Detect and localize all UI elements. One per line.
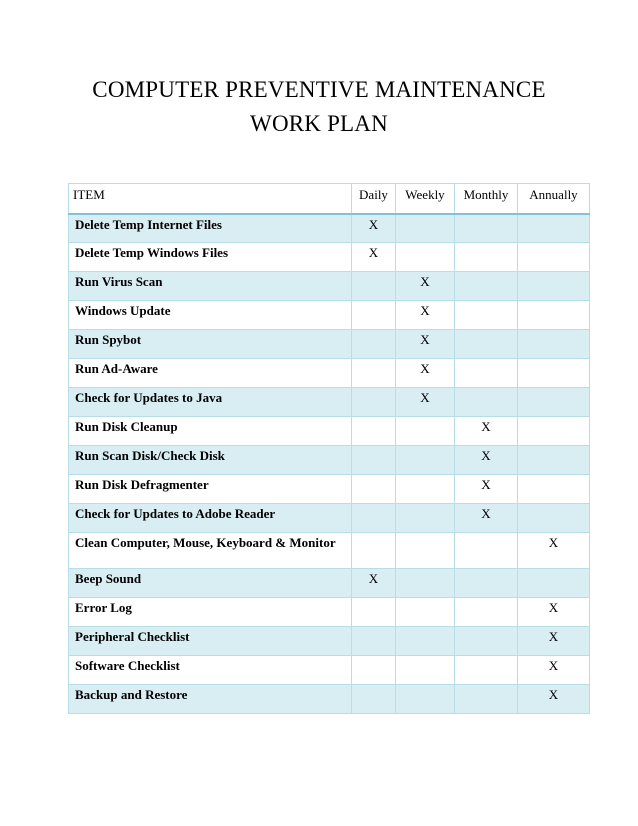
table-row <box>69 533 590 569</box>
annually-cell <box>518 214 590 243</box>
monthly-cell <box>455 598 518 627</box>
item-cell: Run Scan Disk/Check Disk <box>69 446 352 475</box>
table-row <box>69 272 590 301</box>
monthly-cell <box>455 569 518 598</box>
table-row <box>69 598 590 627</box>
annually-cell: X <box>518 598 590 627</box>
annually-cell: X <box>518 685 590 714</box>
daily-cell <box>352 656 396 685</box>
annually-cell: X <box>518 627 590 656</box>
item-cell: Windows Update <box>69 301 352 330</box>
header-item: ITEM <box>69 184 352 214</box>
table-row <box>69 504 590 533</box>
annually-cell <box>518 475 590 504</box>
annually-cell <box>518 330 590 359</box>
maintenance-table <box>68 183 590 714</box>
weekly-cell <box>396 627 455 656</box>
daily-cell <box>352 301 396 330</box>
monthly-cell: X <box>455 417 518 446</box>
item-cell: Clean Computer, Mouse, Keyboard & Monitor <box>69 533 352 569</box>
table-row <box>69 359 590 388</box>
monthly-cell <box>455 272 518 301</box>
daily-cell <box>352 627 396 656</box>
annually-cell <box>518 388 590 417</box>
daily-cell <box>352 685 396 714</box>
weekly-cell <box>396 533 455 569</box>
annually-cell <box>518 417 590 446</box>
weekly-cell: X <box>396 359 455 388</box>
table-row <box>69 214 590 243</box>
monthly-cell <box>455 301 518 330</box>
daily-cell: X <box>352 569 396 598</box>
item-cell: Delete Temp Windows Files <box>69 243 352 272</box>
item-cell: Beep Sound <box>69 569 352 598</box>
item-cell: Run Ad-Aware <box>69 359 352 388</box>
item-cell: Error Log <box>69 598 352 627</box>
monthly-cell: X <box>455 446 518 475</box>
weekly-cell <box>396 569 455 598</box>
item-cell: Peripheral Checklist <box>69 627 352 656</box>
item-cell: Software Checklist <box>69 656 352 685</box>
weekly-cell <box>396 417 455 446</box>
annually-cell <box>518 272 590 301</box>
weekly-cell <box>396 504 455 533</box>
daily-cell: X <box>352 214 396 243</box>
table-row <box>69 243 590 272</box>
monthly-cell <box>455 243 518 272</box>
header-monthly: Monthly <box>455 184 518 214</box>
table-row <box>69 417 590 446</box>
page-subtitle: WORK PLAN <box>250 111 388 136</box>
monthly-cell <box>455 533 518 569</box>
table-row <box>69 656 590 685</box>
weekly-cell: X <box>396 272 455 301</box>
weekly-cell <box>396 685 455 714</box>
monthly-cell <box>455 627 518 656</box>
monthly-cell <box>455 330 518 359</box>
monthly-cell <box>455 388 518 417</box>
header-daily: Daily <box>352 184 396 214</box>
daily-cell <box>352 388 396 417</box>
table-header-row <box>69 184 590 214</box>
header-weekly: Weekly <box>396 184 455 214</box>
table-row <box>69 301 590 330</box>
table-row <box>69 446 590 475</box>
annually-cell <box>518 301 590 330</box>
item-cell: Run Virus Scan <box>69 272 352 301</box>
header-annually: Annually <box>518 184 590 214</box>
daily-cell: X <box>352 243 396 272</box>
item-cell: Run Spybot <box>69 330 352 359</box>
item-cell: Delete Temp Internet Files <box>69 214 352 243</box>
weekly-cell: X <box>396 388 455 417</box>
table-row <box>69 569 590 598</box>
daily-cell <box>352 330 396 359</box>
annually-cell <box>518 359 590 388</box>
annually-cell <box>518 569 590 598</box>
weekly-cell <box>396 475 455 504</box>
table-row <box>69 330 590 359</box>
page-title: COMPUTER PREVENTIVE MAINTENANCE <box>92 77 546 102</box>
daily-cell <box>352 359 396 388</box>
monthly-cell: X <box>455 475 518 504</box>
weekly-cell <box>396 214 455 243</box>
annually-cell <box>518 243 590 272</box>
item-cell: Run Disk Cleanup <box>69 417 352 446</box>
monthly-cell <box>455 656 518 685</box>
weekly-cell <box>396 598 455 627</box>
monthly-cell <box>455 214 518 243</box>
weekly-cell <box>396 446 455 475</box>
table-row <box>69 388 590 417</box>
annually-cell: X <box>518 656 590 685</box>
item-cell: Check for Updates to Adobe Reader <box>69 504 352 533</box>
weekly-cell <box>396 656 455 685</box>
monthly-cell <box>455 359 518 388</box>
annually-cell <box>518 504 590 533</box>
daily-cell <box>352 475 396 504</box>
monthly-cell: X <box>455 504 518 533</box>
weekly-cell <box>396 243 455 272</box>
table-row <box>69 685 590 714</box>
monthly-cell <box>455 685 518 714</box>
daily-cell <box>352 417 396 446</box>
table-row <box>69 475 590 504</box>
item-cell: Backup and Restore <box>69 685 352 714</box>
item-cell: Check for Updates to Java <box>69 388 352 417</box>
daily-cell <box>352 598 396 627</box>
weekly-cell: X <box>396 330 455 359</box>
daily-cell <box>352 504 396 533</box>
annually-cell <box>518 446 590 475</box>
annually-cell: X <box>518 533 590 569</box>
item-cell: Run Disk Defragmenter <box>69 475 352 504</box>
daily-cell <box>352 533 396 569</box>
weekly-cell: X <box>396 301 455 330</box>
table-row <box>69 627 590 656</box>
daily-cell <box>352 272 396 301</box>
daily-cell <box>352 446 396 475</box>
